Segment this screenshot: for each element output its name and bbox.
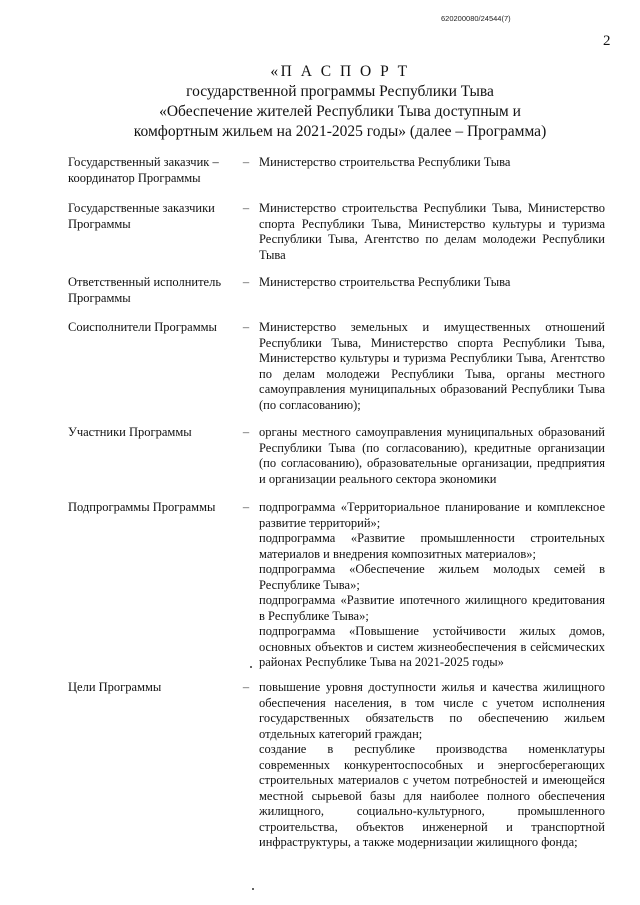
- row-paragraph: подпрограмма «Обеспечение жильем молодых семей в Республике Тыва»;: [259, 562, 605, 592]
- row-paragraph: подпрограмма «Территориальное планирование и комплексное развитие территорий»;: [259, 500, 605, 530]
- row-dash: –: [242, 155, 250, 169]
- row-paragraph: подпрограмма «Развитие ипотечного жилищного кредитования в Республике Тыва»;: [259, 593, 605, 623]
- row-paragraph: Министерство строительства Республики Тыва, Министерство спорта Республики Тыва, Министерство культуры и туризма Республики Тыва, Агентство по делам молодежи Республики Тыва: [259, 201, 605, 262]
- document-title: [60, 62, 620, 142]
- row-content: [259, 201, 605, 263]
- row-label: Ответственный исполнитель Программы: [68, 275, 222, 305]
- row-paragraph: Министерство строительства Республики Тыва: [259, 275, 511, 289]
- row-content: [259, 425, 605, 487]
- row-dash: –: [242, 201, 250, 215]
- row-paragraph: подпрограмма «Развитие промышленности строительных материалов и внедрения композитных материалов»;: [259, 531, 605, 561]
- document-id: 620200080/24544(7): [441, 14, 511, 23]
- row-paragraph: подпрограмма «Повышение устойчивости жилых домов, основных объектов и систем жизнеобеспечения в сейсмических районах Республике Тыва на 2021-2025 годы»: [259, 624, 605, 669]
- row-dash: –: [242, 680, 250, 694]
- row-dash: –: [242, 425, 250, 439]
- row-dash: –: [242, 275, 250, 289]
- row-paragraph: Министерство строительства Республики Тыва: [259, 155, 511, 169]
- row-label: Участники Программы: [68, 425, 192, 439]
- title-line-name: «Обеспечение жителей Республики Тыва доступным и: [159, 103, 521, 120]
- scan-speck: [250, 666, 252, 668]
- row-content: [259, 680, 605, 851]
- row-label: Государственный заказчик – координатор Программы: [68, 155, 219, 185]
- title-line-program: государственной программы Республики Тыва: [186, 83, 494, 100]
- row-paragraph: повышение уровня доступности жилья и качества жилищного обеспечения населения, в том числе с учетом исполнения государственных обязательств по обеспечению жильем отдельных категорий граждан;: [259, 680, 605, 741]
- row-dash: –: [242, 500, 250, 514]
- page-number: 2: [603, 33, 611, 49]
- row-label: Государственные заказчики Программы: [68, 201, 215, 231]
- row-content: [259, 155, 605, 171]
- row-label: Подпрограммы Программы: [68, 500, 216, 514]
- title-line-passport: «П А С П О Р Т: [270, 63, 410, 80]
- row-paragraph: Министерство земельных и имущественных отношений Республики Тыва, Министерство спорта Республики Тыва, Министерство культуры и туризма Республики Тыва, Агентство по делам молодежи Республики Тыва, органы местного самоуправления муниципальных образований Республики Тыва (по согласованию);: [259, 320, 605, 412]
- row-content: [259, 500, 605, 671]
- title-line-period: комфортным жильем на 2021-2025 годы» (далее – Программа): [133, 123, 547, 140]
- row-content: [259, 275, 605, 291]
- row-label: Соисполнители Программы: [68, 320, 217, 334]
- scan-speck: [252, 888, 254, 890]
- row-paragraph: органы местного самоуправления муниципальных образований Республики Тыва (по согласованию), кредитные организации (по согласованию), образовательные организации, предприятия и организации реального сектора экономики: [259, 425, 605, 486]
- row-label: Цели Программы: [68, 680, 162, 694]
- row-paragraph: создание в республике производства номенклатуры современных конкурентоспособных и энергосберегающих строительных материалов с учетом потребностей и имеющейся местной сырьевой базы для наиболее полного обеспечения жилищного, социально-культурного, промышленного строительства, объектов инженерной и транспортной инфраструктуры, а также модернизации жилищного фонда;: [259, 742, 605, 849]
- row-dash: –: [242, 320, 250, 334]
- row-content: [259, 320, 605, 413]
